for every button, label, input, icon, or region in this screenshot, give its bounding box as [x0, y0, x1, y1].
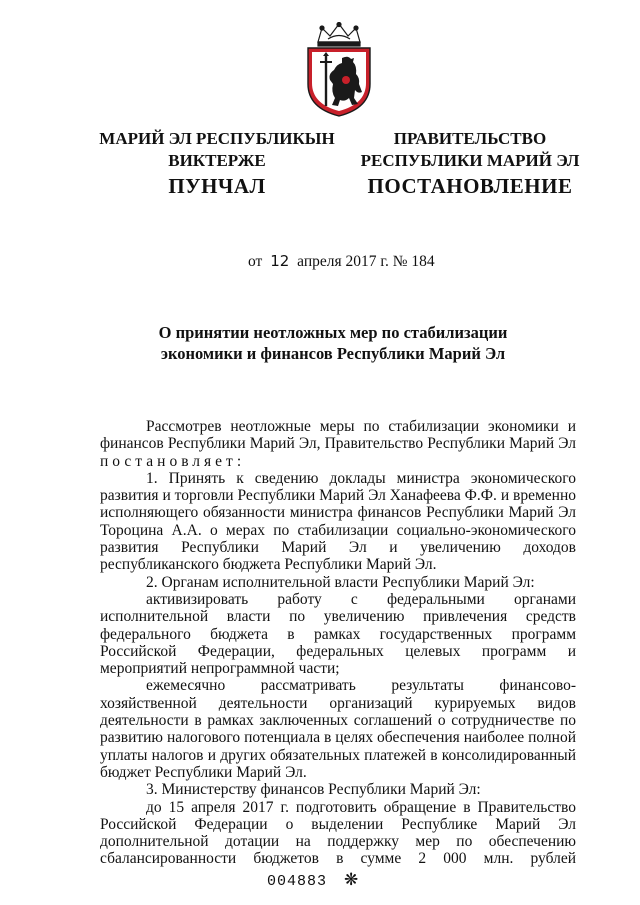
document-subject — [110, 322, 556, 364]
asterisk-mark-icon: ❋ — [344, 870, 359, 890]
header-right — [350, 128, 590, 172]
document-type-mari: ПУНЧАЛ — [168, 174, 266, 198]
paragraph-item-2-b: ежемесячно рассматривать результаты финансово-хозяйственной деятельности организаций курируемых видов деятельности в рамках заключенных соглашений о сотрудничестве по развитию налогового потенциала в целях обеспечения наиболее полной уплаты налогов и других обязательных платежей в консолидированный бюджет Республики Марий Эл. — [100, 677, 576, 781]
subject-line2: экономики и финансов Республики Марий Эл — [160, 344, 506, 363]
header-right-line2: РЕСПУБЛИКИ МАРИЙ ЭЛ — [360, 151, 580, 170]
paragraph-item-3: 3. Министерству финансов Республики Марий Эл: — [146, 781, 481, 799]
date-prefix: от — [248, 253, 263, 270]
header-left-line2: ВИКТЕРЖЕ — [168, 151, 266, 170]
date-month-year: апреля 2017 г. № — [297, 253, 408, 270]
decree-word: постановляет: — [100, 452, 246, 470]
date-line — [248, 252, 435, 271]
document-type-russian: ПОСТАНОВЛЕНИЕ — [367, 174, 573, 198]
document-number: 184 — [411, 253, 435, 270]
paragraph-item-2-a: активизировать работу с федеральными органами исполнительной власти по увеличению привлечения средств федерального бюджета в рамках государственных программ Российской Федерации, федеральных целевых программ и мероприятий непрограммной части; — [100, 590, 576, 678]
document-body — [100, 418, 576, 868]
paragraph-item-2: 2. Органам исполнительной власти Республики Марий Эл: — [146, 573, 535, 591]
paragraph-preamble: Рассмотрев неотложные меры по стабилизации экономики и финансов Республики Марий Эл, Правительство Республики Марий Эл — [100, 418, 576, 453]
subject-line1: О принятии неотложных мер по стабилизации — [158, 323, 508, 342]
header-left — [98, 128, 336, 172]
date-day: 12 — [270, 252, 290, 270]
header-right-line1: ПРАВИТЕЛЬСТВО — [393, 129, 547, 148]
paragraph-item-3-a: до 15 апреля 2017 г. подготовить обращение в Правительство Российской Федерации о выделении Республике Марий Эл дополнительной дотации на поддержку мер по обеспечению сбалансированности бюджетов в сумме 2 000 млн. рублей — [100, 798, 576, 868]
paragraph-item-1: 1. Принять к сведению доклады министра экономического развития и торговли Республики Марий Эл Ханафеева Ф.Ф. и временно исполняющего обязанности министра финансов Республики Марий Эл Тороцина А.А. о мерах по стабилизации социально-экономического развития Республики Марий Эл и увеличению доходов республиканского бюджета Республики Марий Эл. — [100, 469, 576, 574]
paragraph-decree — [100, 453, 576, 470]
header-left-line1: МАРИЙ ЭЛ РЕСПУБЛИКЫН — [99, 129, 335, 148]
serial-number: 004883 — [267, 873, 328, 890]
coat-of-arms-icon — [302, 22, 376, 118]
